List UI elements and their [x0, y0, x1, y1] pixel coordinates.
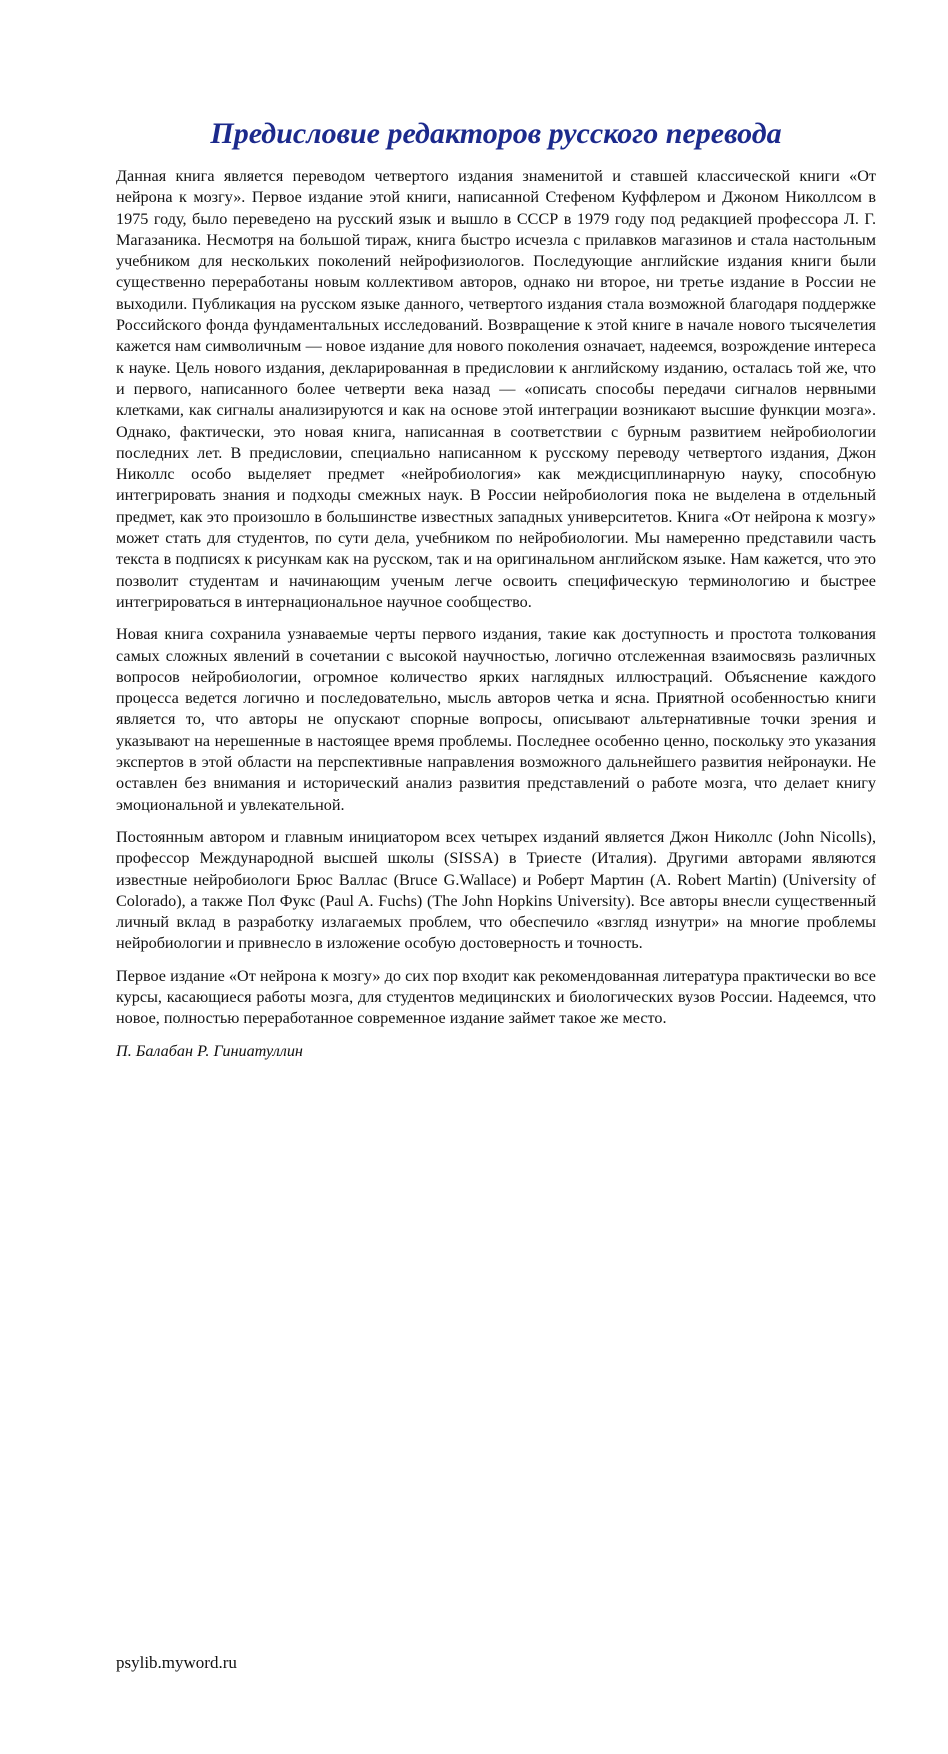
page-title: Предисловие редакторов русского перевода	[210, 117, 782, 150]
paragraph: Данная книга является переводом четвертого издания знаменитой и ставшей классической книги «От нейрона к мозгу». Первое издание этой книги, написанной Стефеном Куффлером и Джоном Николлсом в 1975 году, было переведено на русский язык и вышло в СССР в 1979 году под редакцией профессора Л. Г. Магазаника. Несмотря на большой тираж, книга быстро исчезла с прилавков магазинов и стала настольным учебником для нескольких поколений нейрофизиологов. Последующие английские издания книги были существенно переработаны новым коллективом авторов, однако ни второе, ни третье издание в России не выходили. Публикация на русском языке данного, четвертого издания стала возможной благодаря поддержке Российского фонда фундаментальных исследований. Возвращение к этой книге в начале нового тысячелетия кажется нам символичным — новое издание для нового поколения означает, надеемся, возрождение интереса к науке. Цель нового издания, декларированная в предисловии к английскому изданию, осталась той же, что и первого, написанного более четверти века назад — «описать способы передачи сигналов нервными клетками, как сигналы анализируются и как на основе этой интеграции возникают высшие функции мозга». Однако, фактически, это новая книга, написанная в соответствии с бурным развитием нейробиологии последних лет. В предисловии, специально написанном к русскому переводу четвертого издания, Джон Николлс особо выделяет предмет «нейробиология» как междисциплинарную науку, способную интегрировать знания и подходы смежных наук. В России нейробиология пока не выделена в отдельный предмет, как это произошло в большинстве известных западных университетов. Книга «От нейрона к мозгу» может стать для студентов, по сути дела, учебником по нейробиологии. Мы намеренно представили часть текста в подписях к рисункам как на русском, так и на оригинальном английском языке. Нам кажется, что это позволит студентам и начинающим ученым легче освоить специфическую терминологию и быстрее интегрироваться в интернациональное научное сообщество.	[116, 167, 876, 611]
footer-source-link[interactable]: psylib.myword.ru	[116, 1653, 237, 1672]
paragraph: Новая книга сохранила узнаваемые черты первого издания, такие как доступность и простота толкования самых сложных явлений в сочетании с высокой научностью, логично отслеженная взаимосвязь различных вопросов нейробиологии, огромное количество ярких наглядных иллюстраций. Объяснение каждого процесса ведется логично и последовательно, мысль авторов четка и ясна. Приятной особенностью книги является то, что авторы не опускают спорные вопросы, описывают альтернативные точки зрения и указывают на нерешенные в настоящее время проблемы. Последнее особенно ценно, поскольку это указания экспертов в этой области на перспективные направления возможного дальнейшего развития нейронауки. Не оставлен без внимания и исторический анализ развития представлений о работе мозга, что делает книгу эмоциональной и увлекательной.	[116, 625, 876, 814]
paragraph: Постоянным автором и главным инициатором всех четырех изданий является Джон Николлс (John Nicolls), профессор Международной высшей школы (SISSA) в Триесте (Италия). Другими авторами являются известные нейробиологи Брюс Валлас (Bruce G.Wallace) и Роберт Мартин (A. Robert Martin) (University of Colorado), а также Пол Фукс (Paul A. Fuchs) (The John Hopkins University). Все авторы внесли существенный личный вклад в разработку излагаемых проблем, что обеспечило «взгляд изнутри» на многие проблемы нейробиологии и привнесло в изложение особую достоверность и точность.	[116, 827, 876, 953]
editors-signature: П. Балабан Р. Гиниатуллин	[116, 1041, 303, 1060]
preface-body	[116, 166, 876, 1062]
paragraph: Первое издание «От нейрона к мозгу» до сих пор входит как рекомендованная литература практически во все курсы, касающиеся работы мозга, для студентов медицинских и биологических вузов России. Надеемся, что новое, полностью переработанное современное издание займет такое же место.	[116, 966, 876, 1028]
